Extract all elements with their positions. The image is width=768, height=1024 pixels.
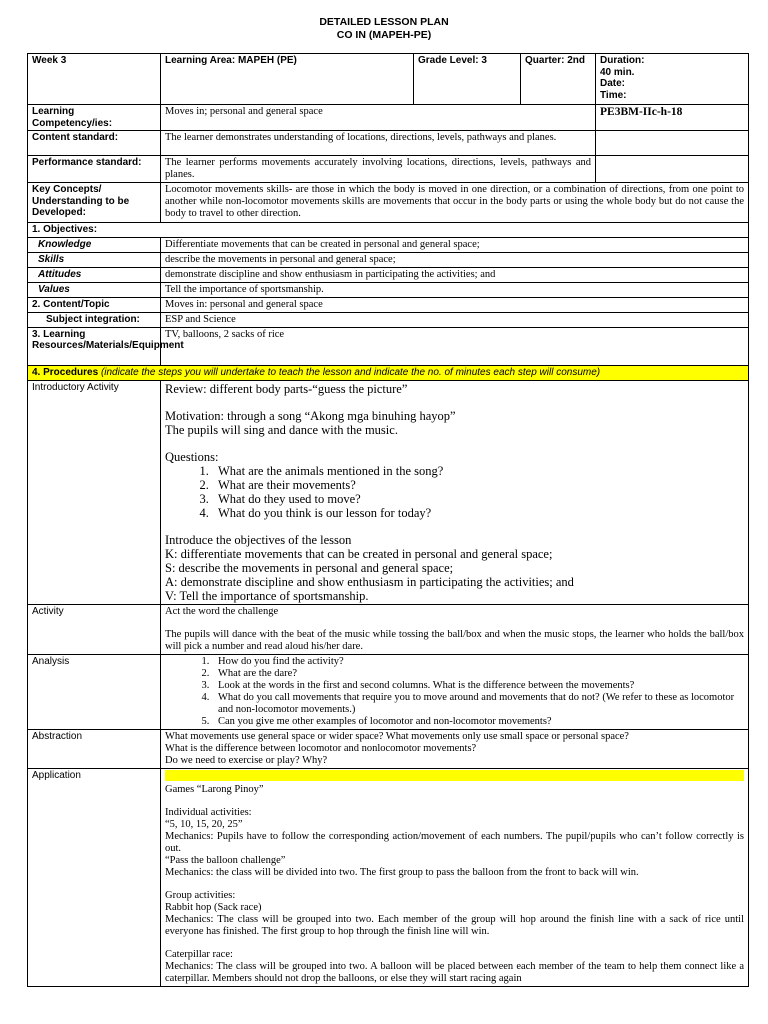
performance-standard-blank: [596, 156, 749, 183]
analysis-content: [161, 654, 749, 729]
content-topic-row: [28, 297, 749, 312]
list-item: 3. Look at the words in the first and second columns. What is the difference between the movements?: [212, 680, 744, 692]
subject-integration-label: Subject integration:: [28, 312, 161, 327]
analysis-label: Analysis: [28, 654, 161, 729]
competency-label: Learning Competency/ies:: [28, 105, 161, 131]
time-label: Time:: [600, 89, 627, 101]
attitudes-label: Attitudes: [28, 267, 161, 282]
activity-label: Activity: [28, 604, 161, 654]
sing-line: The pupils will sing and dance with the music.: [165, 422, 398, 437]
individual-label: Individual activities:: [165, 806, 252, 818]
abstraction-line-2: What is the difference between locomotor and nonlocomotor movements?: [165, 742, 477, 754]
objective-k: K: differentiate movements that can be created in personal and general space;: [165, 546, 553, 561]
objective-s: S: describe the movements in personal and general space;: [165, 560, 454, 575]
key-concepts-row: [28, 183, 749, 223]
application-row: [28, 768, 749, 986]
mechanics-2: Mechanics: the class will be divided into two. The first group to pass the balloon from the front to back will win.: [165, 866, 639, 878]
skills-label: Skills: [28, 252, 161, 267]
resources-row: [28, 327, 749, 365]
content-topic-value: Moves in: personal and general space: [161, 297, 749, 312]
review-line: Review: different body parts-“guess the picture”: [165, 381, 408, 396]
procedures-row: [28, 365, 749, 380]
abstraction-content: [161, 729, 749, 768]
introductory-content: [161, 380, 749, 604]
list-item: 4. What do you call movements that require you to move around and movements that do not? (We refer to these as locomotor and non-locomotor movements.): [212, 692, 744, 716]
values-row: [28, 282, 749, 297]
rabbit-game: Rabbit hop (Sack race): [165, 901, 262, 913]
learning-area-cell: Learning Area: MAPEH (PE): [161, 54, 414, 105]
caterpillar-game: Caterpillar race:: [165, 948, 233, 960]
analysis-row: [28, 654, 749, 729]
list-item: 4. What do you think is our lesson for today?: [212, 506, 744, 520]
grade-level-cell: Grade Level: 3: [414, 54, 521, 105]
competency-row: [28, 105, 749, 131]
content-topic-label: 2. Content/Topic: [28, 297, 161, 312]
performance-standard-row: [28, 156, 749, 183]
document-title: DETAILED LESSON PLAN: [319, 16, 449, 28]
activity-title: Act the word the challenge: [165, 605, 279, 617]
list-item: 1. How do you find the activity?: [212, 656, 744, 668]
application-label: Application: [28, 768, 161, 986]
competency-code: PE3BM-IIc-h-18: [596, 105, 749, 131]
key-concepts-value: Locomotor movements skills- are those in which the body is moved in one direction, or a combination of directions, from one point to another while non-locomotor movements skills are movements that occur in the body parts or using the whole body but do not cause the body to travel to other direction.: [161, 183, 749, 223]
introductory-row: [28, 380, 749, 604]
mechanics-1: Mechanics: Pupils have to follow the corresponding action/movement of each numbers. The pupil/pupils who can’t follow correctly is out.: [165, 830, 744, 854]
objective-v: V: Tell the importance of sportsmanship.: [165, 588, 369, 603]
motivation-line: Motivation: through a song “Akong mga binuhing hayop”: [165, 408, 456, 423]
objectives-row: [28, 223, 749, 238]
numbers-game: “5, 10, 15, 20, 25”: [165, 818, 243, 830]
balloon-game: “Pass the balloon challenge”: [165, 854, 286, 866]
mechanics-4: Mechanics: The class will be grouped into two. A balloon will be placed between each member of the team to help them connect like a caterpillar. Members should not drop the balloons, or else they will start racing again: [165, 960, 744, 984]
skills-value: describe the movements in personal and general space;: [161, 252, 749, 267]
procedures-label: 4. Procedures: [32, 366, 99, 378]
duration-value: 40 min.: [600, 66, 635, 78]
content-standard-blank: [596, 131, 749, 156]
subject-integration-value: ESP and Science: [161, 312, 749, 327]
application-content: [161, 768, 749, 986]
list-item: 2. What are the dare?: [212, 668, 744, 680]
abstraction-line-3: Do we need to exercise or play? Why?: [165, 754, 328, 766]
highlight-bar: [165, 770, 744, 781]
key-concepts-label: Key Concepts/ Understanding to be Developed:: [28, 183, 161, 223]
content-standard-row: [28, 131, 749, 156]
introductory-label: Introductory Activity: [28, 380, 161, 604]
activity-content: [161, 604, 749, 654]
content-standard-value: The learner demonstrates understanding of locations, directions, levels, pathways and planes.: [161, 131, 596, 156]
document-subtitle: CO IN (MAPEH-PE): [336, 29, 432, 41]
activity-row: [28, 604, 749, 654]
week-cell: Week 3: [28, 54, 161, 105]
objectives-label: 1. Objectives:: [28, 223, 749, 238]
abstraction-row: [28, 729, 749, 768]
group-label: Group activities:: [165, 889, 236, 901]
top-row: [28, 54, 749, 105]
abstraction-line-1: What movements use general space or wider space? What movements only use small space or personal space?: [165, 730, 629, 742]
list-item: 5. Can you give me other examples of locomotor and non-locomotor movements?: [212, 716, 744, 728]
values-value: Tell the importance of sportsmanship.: [161, 282, 749, 297]
date-label: Date:: [600, 78, 626, 89]
questions-list: [165, 464, 744, 520]
mechanics-3: Mechanics: The class will be grouped into two. Each member of the group will hop around the finish line with a sack of rice until everyone has finished. The first group to hop through the finish line will win.: [165, 913, 744, 937]
list-item: 1. What are the animals mentioned in the song?: [212, 464, 744, 478]
abstraction-label: Abstraction: [28, 729, 161, 768]
questions-label: Questions:: [165, 449, 219, 464]
performance-standard-label: Performance standard:: [28, 156, 161, 183]
skills-row: [28, 252, 749, 267]
games-title: Games “Larong Pinoy”: [165, 783, 264, 795]
knowledge-row: [28, 237, 749, 252]
objective-a: A: demonstrate discipline and show enthusiasm in participating the activities; and: [165, 574, 574, 589]
procedures-note: (indicate the steps you will undertake to teach the lesson and indicate the no. of minutes each step will consume): [100, 366, 601, 378]
procedures-banner: [28, 365, 749, 380]
lesson-plan-table: [27, 53, 749, 987]
analysis-list: [165, 656, 744, 728]
knowledge-label: Knowledge: [28, 237, 161, 252]
resources-value: TV, balloons, 2 sacks of rice: [161, 327, 749, 365]
activity-text: The pupils will dance with the beat of the music while tossing the ball/box and when the music stops, the learner who holds the ball/box will pick a number and read aloud his/her dare.: [165, 628, 744, 652]
content-standard-label: Content standard:: [28, 131, 161, 156]
resources-label: 3. Learning Resources/Materials/Equipment: [28, 327, 161, 365]
quarter-cell: Quarter: 2nd: [521, 54, 596, 105]
introduce-line: Introduce the objectives of the lesson: [165, 532, 352, 547]
subject-integration-row: [28, 312, 749, 327]
values-label: Values: [28, 282, 161, 297]
performance-standard-value: The learner performs movements accurately involving locations, directions, levels, pathways and planes.: [161, 156, 596, 183]
duration-label: Duration:: [600, 55, 645, 66]
attitudes-row: [28, 267, 749, 282]
list-item: 3. What do they used to move?: [212, 492, 744, 506]
competency-value: Moves in; personal and general space: [161, 105, 596, 131]
attitudes-value: demonstrate discipline and show enthusiasm in participating the activities; and: [161, 267, 749, 282]
knowledge-value: Differentiate movements that can be created in personal and general space;: [161, 237, 749, 252]
duration-cell: [596, 54, 749, 105]
list-item: 2. What are their movements?: [212, 478, 744, 492]
